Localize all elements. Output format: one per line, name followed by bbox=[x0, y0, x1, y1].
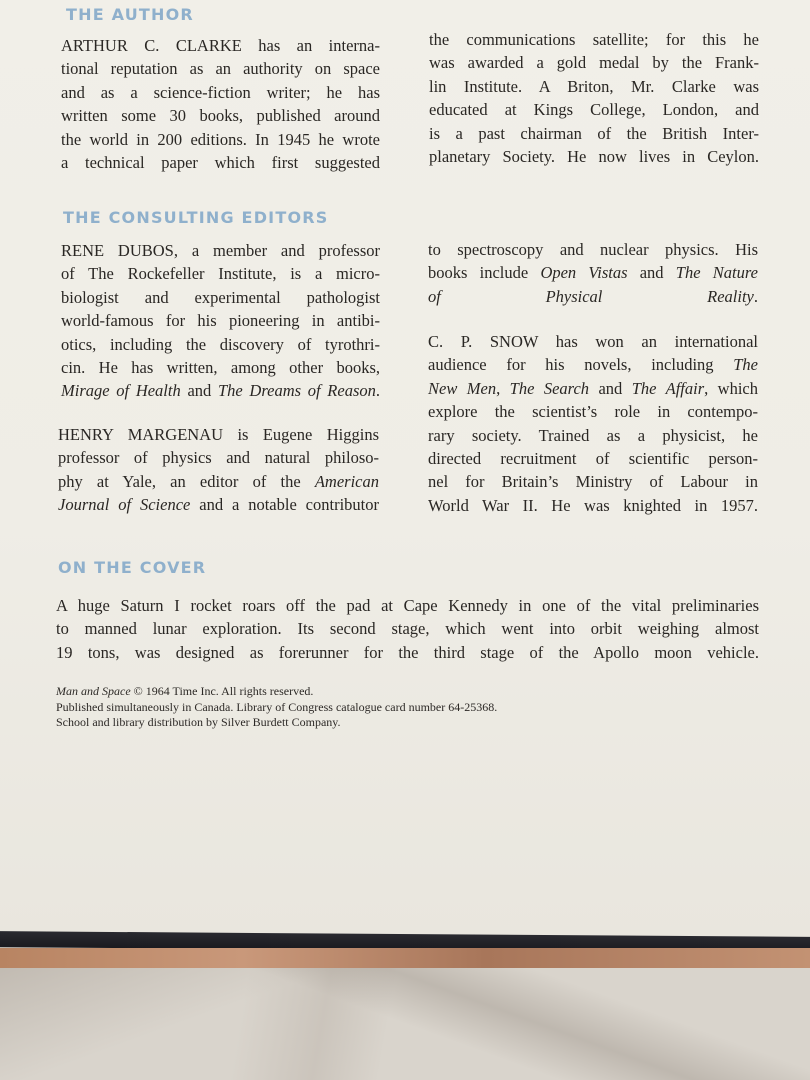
text-line: rary society. Trained as a physicist, he bbox=[428, 425, 758, 445]
dubos-bio bbox=[61, 239, 380, 403]
text-line: HENRY MARGENAU is Eugene Higgins bbox=[58, 425, 379, 444]
book-title: Man and Space bbox=[56, 684, 131, 698]
cover-description bbox=[56, 594, 759, 664]
colophon bbox=[56, 684, 616, 731]
text-fragment: and bbox=[180, 381, 218, 401]
text-line: C. P. SNOW has won an international bbox=[428, 332, 758, 351]
book-title: The Nature bbox=[675, 263, 758, 283]
section-heading-cover bbox=[58, 558, 206, 577]
text-line: professor of physics and natural philoso- bbox=[58, 448, 379, 468]
text-line: otics, including the discovery of tyrothri- bbox=[61, 334, 380, 354]
book-title: Open Vistas bbox=[540, 263, 628, 283]
text-fragment: © 1964 Time Inc. All rights reserved. bbox=[130, 684, 314, 698]
text-line bbox=[428, 353, 758, 376]
text-line: biologist and experimental pathologist bbox=[61, 287, 380, 307]
publication-line: Published simultaneously in Canada. Library of Congress catalogue card number 64-25368. bbox=[56, 699, 498, 714]
text-line: planetary Society. He now lives in Ceylon. bbox=[429, 147, 759, 167]
margenau-bio bbox=[58, 423, 379, 517]
text-line: tional reputation as an authority on space bbox=[61, 59, 380, 79]
text-line: to spectroscopy and nuclear physics. His bbox=[428, 240, 758, 259]
journal-title: American bbox=[314, 471, 379, 491]
text-fragment: phy at Yale, an editor of the bbox=[58, 471, 301, 491]
text-line: written some 30 books, published around bbox=[61, 106, 380, 126]
text-fragment: audience for his novels, including bbox=[428, 355, 734, 375]
section-heading-author: THE AUTHOR bbox=[66, 5, 194, 24]
text-line bbox=[58, 493, 379, 516]
section-heading-editors: THE CONSULTING EDITORS bbox=[63, 208, 329, 227]
text-line: ARTHUR C. CLARKE has an interna- bbox=[61, 36, 380, 55]
book-title: of Physical Reality bbox=[428, 286, 754, 306]
text-fragment: books include bbox=[428, 263, 541, 283]
distribution-line: School and library distribution by Silver Burdett Company. bbox=[56, 715, 341, 730]
author-bio-left bbox=[61, 34, 380, 174]
heading-text: ON THE COVER bbox=[58, 558, 207, 577]
text-line: RENE DUBOS, a member and professor bbox=[61, 241, 380, 260]
text-line bbox=[428, 285, 758, 308]
book-page-edges bbox=[0, 948, 810, 970]
book-title: Mirage of Health bbox=[61, 381, 181, 401]
book-title: The Dreams of Reason bbox=[217, 381, 376, 401]
text-fragment: and a notable contributor bbox=[190, 495, 380, 515]
text-line: explore the scientist’s role in contempo- bbox=[428, 402, 758, 422]
text-line bbox=[428, 261, 758, 284]
snow-bio bbox=[428, 330, 758, 517]
text-line: lin Institute. A Briton, Mr. Clarke was bbox=[429, 76, 759, 96]
text-line bbox=[58, 470, 379, 493]
text-line: the communications satellite; for this he bbox=[429, 30, 759, 49]
text-fragment: , which bbox=[704, 378, 759, 398]
author-bio-right bbox=[429, 28, 759, 168]
text-line: educated at Kings College, London, and bbox=[429, 100, 759, 120]
text-line bbox=[428, 377, 758, 400]
text-line: A huge Saturn I rocket roars off the pad at Cape Kennedy in one of the vital preliminaries bbox=[56, 596, 759, 615]
text-line: is a past chairman of the British Inter- bbox=[429, 123, 759, 143]
copyright-line bbox=[56, 684, 616, 700]
text-line: nel for Britain’s Ministry of Labour in bbox=[428, 472, 758, 492]
text-line: directed recruitment of scientific person- bbox=[428, 449, 758, 469]
text-line: cin. He has written, among other books, bbox=[61, 358, 380, 378]
text-line: of The Rockefeller Institute, is a micro- bbox=[61, 264, 380, 284]
margenau-bio-cont bbox=[428, 238, 758, 308]
text-fragment: , bbox=[496, 378, 510, 398]
text-fragment: . bbox=[375, 381, 380, 401]
book-title: New Men bbox=[428, 378, 497, 398]
journal-title: Journal of Science bbox=[58, 495, 191, 515]
text-fragment: and bbox=[627, 263, 676, 283]
text-line: world-famous for his pioneering in antibi- bbox=[61, 311, 380, 331]
text-line: a technical paper which first suggested bbox=[61, 153, 380, 173]
text-line: the world in 200 editions. In 1945 he wrote bbox=[61, 129, 380, 149]
text-fragment: and bbox=[589, 378, 632, 398]
marble-surface bbox=[0, 968, 810, 1080]
text-line: and as a science-fiction writer; he has bbox=[61, 82, 380, 102]
book-title: The bbox=[733, 355, 758, 375]
book-title: The Affair bbox=[631, 378, 705, 398]
text-line: World War II. He was knighted in 1957. bbox=[428, 495, 758, 515]
text-line: was awarded a gold medal by the Frank- bbox=[429, 53, 759, 73]
text-line: 19 tons, was designed as forerunner for the third stage of the Apollo moon vehicle. bbox=[56, 642, 759, 662]
text-fragment: . bbox=[753, 286, 758, 306]
book-title: The Search bbox=[509, 378, 590, 398]
text-line: to manned lunar exploration. Its second stage, which went into orbit weighing almost bbox=[56, 619, 759, 639]
text-line bbox=[61, 379, 380, 402]
